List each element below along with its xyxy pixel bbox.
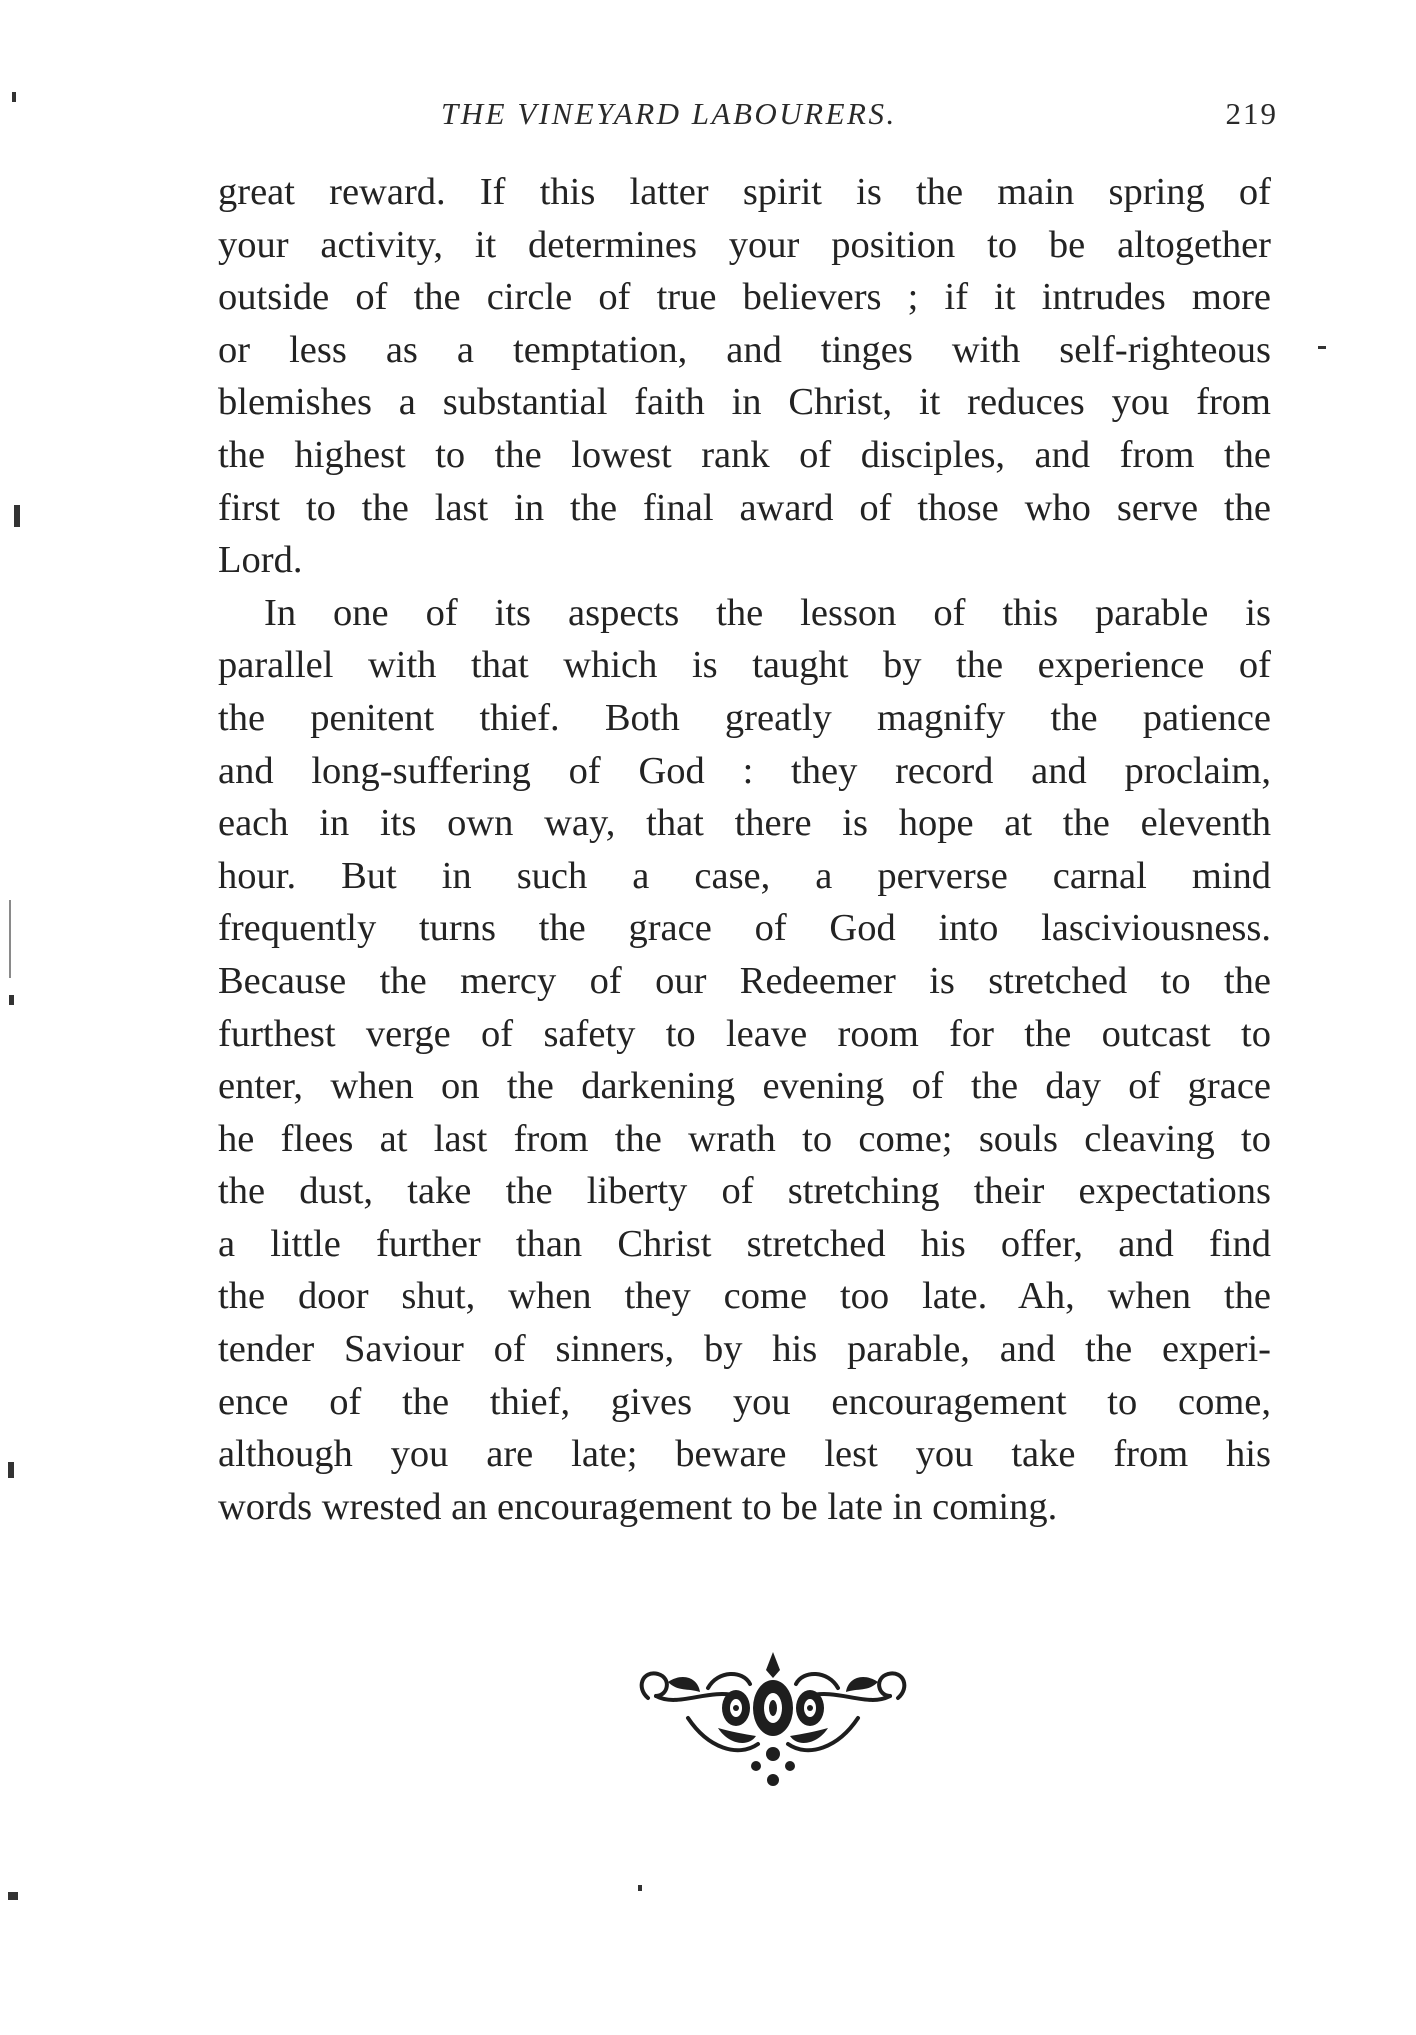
- text-line: the door shut, when they come too late. Ah, when the: [218, 1275, 1271, 1318]
- text-line: frequently turns the grace of God into lasciviousness.: [218, 907, 1271, 950]
- text-line: he flees at last from the wrath to come; souls cleaving to: [218, 1117, 1271, 1160]
- margin-speck: [14, 505, 20, 527]
- tailpiece-ornament: [628, 1648, 918, 1798]
- margin-speck: [9, 900, 11, 978]
- text-line: the highest to the lowest rank of disciples, and from the: [218, 433, 1271, 476]
- margin-speck: [9, 995, 14, 1005]
- text-line: although you are late; beware lest you take from his: [218, 1433, 1271, 1476]
- text-line: In one of its aspects the lesson of this parable is: [264, 591, 1271, 634]
- paragraph-2: [218, 587, 1271, 1534]
- text-line: Lord.: [218, 539, 303, 582]
- text-line: enter, when on the darkening evening of the day of grace: [218, 1065, 1271, 1108]
- margin-speck: [638, 1885, 642, 1891]
- text-line: Because the mercy of our Redeemer is stretched to the: [218, 959, 1271, 1002]
- text-line: the penitent thief. Both greatly magnify the patience: [218, 696, 1271, 739]
- text-line: ence of the thief, gives you encouragement to come,: [218, 1380, 1271, 1423]
- text-line: tender Saviour of sinners, by his parable, and the experi-: [218, 1328, 1271, 1371]
- text-line: or less as a temptation, and tinges with self-righteous: [218, 328, 1271, 371]
- margin-speck: [1318, 346, 1326, 349]
- page-number: 219: [1225, 96, 1278, 131]
- text-line: outside of the circle of true believers ; if it intrudes more: [218, 276, 1271, 319]
- margin-speck: [8, 1892, 18, 1900]
- margin-speck: [8, 1462, 14, 1478]
- text-line: furthest verge of safety to leave room for the outcast to: [218, 1012, 1271, 1055]
- text-line: words wrested an encouragement to be late in coming.: [218, 1485, 1058, 1528]
- text-line: a little further than Christ stretched his offer, and find: [218, 1222, 1271, 1265]
- text-line: hour. But in such a case, a perverse carnal mind: [218, 854, 1271, 897]
- margin-speck: [12, 92, 16, 102]
- body-text: [218, 166, 1271, 1533]
- text-line: first to the last in the final award of those who serve the: [218, 486, 1271, 529]
- text-line: each in its own way, that there is hope at the eleventh: [218, 802, 1271, 845]
- paragraph-1: [218, 166, 1271, 587]
- text-line: and long-suffering of God : they record and proclaim,: [218, 749, 1271, 792]
- running-title: THE VINEYARD LABOURERS.: [441, 96, 897, 131]
- text-line: your activity, it determines your position to be altogether: [218, 223, 1271, 266]
- text-line: the dust, take the liberty of stretching their expectations: [218, 1170, 1271, 1213]
- text-line: blemishes a substantial faith in Christ, it reduces you from: [218, 381, 1271, 424]
- text-line: great reward. If this latter spirit is the main spring of: [218, 171, 1271, 213]
- running-head: [216, 90, 1278, 140]
- text-line: parallel with that which is taught by the experience of: [218, 644, 1271, 687]
